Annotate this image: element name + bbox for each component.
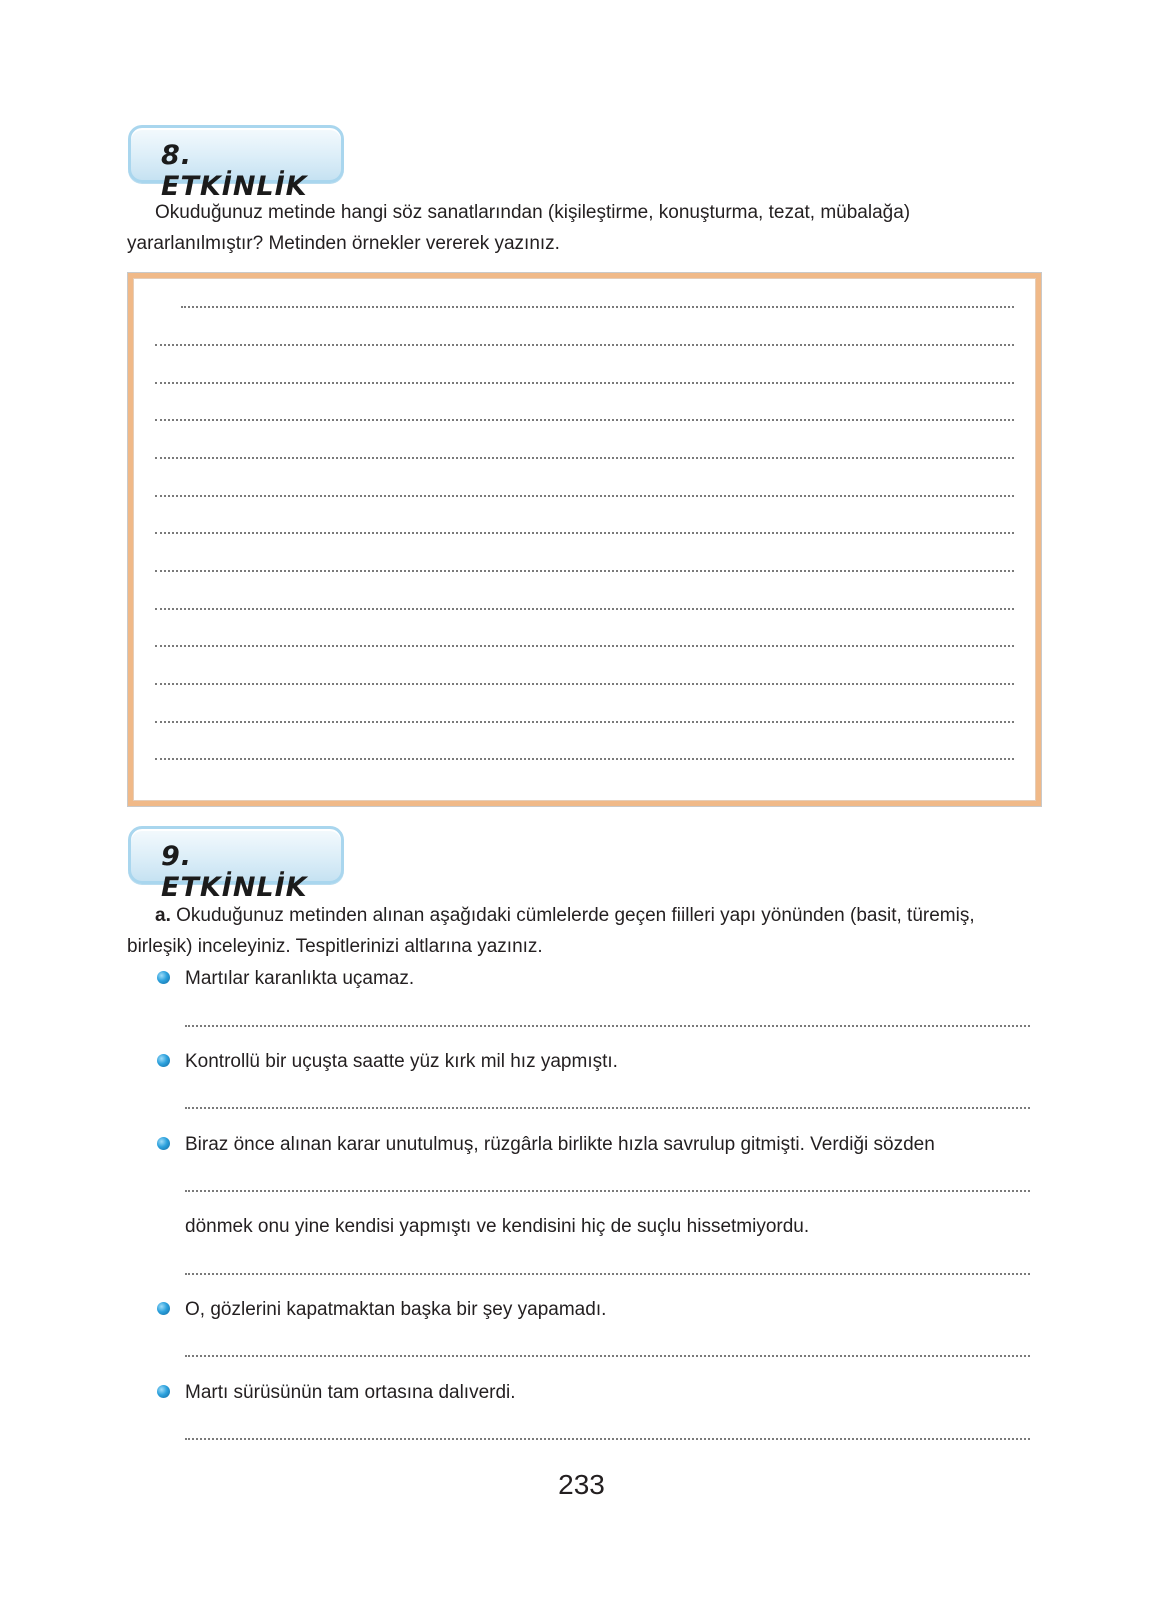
answer-line[interactable] xyxy=(185,1190,1030,1192)
bullet-icon xyxy=(157,1054,170,1067)
sentence-text: Kontrollü bir uçuşta saatte yüz kırk mil hız yapmıştı. xyxy=(185,1051,618,1072)
activity-8-prompt: Okuduğunuz metinde hangi söz sanatlarından (kişileştirme, konuşturma, tezat, mübalağa) yararlanılmıştır? Metinden örnekler vererek yazınız. xyxy=(127,202,911,254)
sentence-text: Martılar karanlıkta uçamaz. xyxy=(185,968,415,989)
bullet-icon xyxy=(157,1385,170,1398)
answer-line[interactable] xyxy=(155,570,1014,572)
sentence-text: Biraz önce alınan karar unutulmuş, rüzgârla birlikte hızla savrulup gitmişti. Verdiği sözden xyxy=(185,1134,935,1155)
answer-line[interactable] xyxy=(185,1025,1030,1027)
answer-line[interactable] xyxy=(155,721,1014,723)
activity-8-title: 8. ETKİNLİK xyxy=(161,140,308,202)
answer-line[interactable] xyxy=(185,1107,1030,1109)
answer-line[interactable] xyxy=(181,306,1014,308)
answer-line[interactable] xyxy=(185,1355,1030,1357)
answer-line[interactable] xyxy=(155,495,1014,497)
answer-line[interactable] xyxy=(155,457,1014,459)
activity-9-prompt-text: Okuduğunuz metinden alınan aşağıdaki cümlelerde geçen fiilleri yapı yönünden (basit, türemiş, birleşik) inceleyiniz. Tespitlerinizi altlarına yazınız. xyxy=(127,905,975,957)
bullet-icon xyxy=(157,1137,170,1150)
answer-box[interactable] xyxy=(128,273,1041,806)
answer-line[interactable] xyxy=(155,344,1014,346)
answer-line[interactable] xyxy=(155,419,1014,421)
answer-line[interactable] xyxy=(185,1273,1030,1275)
sentence-text: O, gözlerini kapatmaktan başka bir şey yapamadı. xyxy=(185,1299,607,1320)
answer-line[interactable] xyxy=(185,1438,1030,1440)
bullet-icon xyxy=(157,971,170,984)
answer-line[interactable] xyxy=(155,683,1014,685)
page-number: 233 xyxy=(558,1469,605,1500)
bullet-icon xyxy=(157,1302,170,1315)
part-label: a. xyxy=(155,905,171,926)
answer-line[interactable] xyxy=(155,645,1014,647)
answer-line[interactable] xyxy=(155,758,1014,760)
answer-line[interactable] xyxy=(155,532,1014,534)
answer-line[interactable] xyxy=(155,608,1014,610)
activity-8-badge xyxy=(128,125,344,202)
sentence-continuation: dönmek onu yine kendisi yapmıştı ve kendisini hiç de suçlu hissetmiyordu. xyxy=(185,1216,810,1237)
activity-9-badge xyxy=(128,826,344,903)
activity-9-prompt xyxy=(127,900,1039,962)
sentence-text: Martı sürüsünün tam ortasına dalıverdi. xyxy=(185,1382,516,1403)
answer-line[interactable] xyxy=(155,382,1014,384)
activity-9-title: 9. ETKİNLİK xyxy=(161,841,308,903)
